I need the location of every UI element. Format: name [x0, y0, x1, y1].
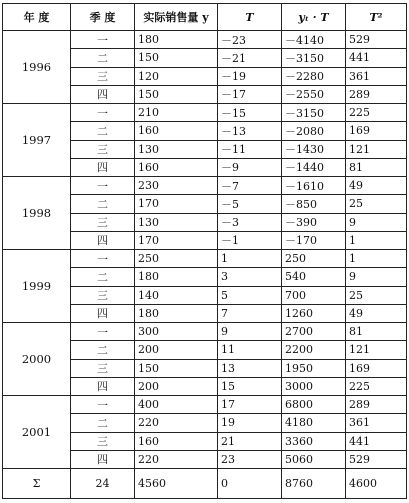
cell-yt: 540: [282, 268, 346, 286]
cell-t: 13: [218, 359, 282, 377]
cell-year: 1999: [3, 250, 71, 323]
sum-t: 0: [218, 469, 282, 499]
cell-sales: 200: [135, 341, 218, 359]
cell-t: －9: [218, 158, 282, 176]
cell-yt: －2080: [282, 122, 346, 140]
header-t: T: [218, 4, 282, 31]
cell-year: 2001: [3, 396, 71, 469]
cell-t: －23: [218, 31, 282, 49]
sales-trend-table: [2, 3, 407, 499]
cell-yt: 6800: [282, 396, 346, 414]
cell-sales: 180: [135, 31, 218, 49]
cell-t: －1: [218, 231, 282, 249]
cell-year: 1996: [3, 31, 71, 104]
cell-quarter: 二: [71, 195, 135, 213]
cell-t: 1: [218, 250, 282, 268]
cell-t: 19: [218, 414, 282, 432]
cell-quarter: 一: [71, 323, 135, 341]
cell-t: 5: [218, 286, 282, 304]
cell-sales: 170: [135, 195, 218, 213]
cell-quarter: 一: [71, 104, 135, 122]
cell-t-squared: 121: [346, 341, 407, 359]
cell-sales: 180: [135, 268, 218, 286]
cell-sales: 220: [135, 450, 218, 468]
cell-sales: 250: [135, 250, 218, 268]
sum-yt: 8760: [282, 469, 346, 499]
cell-sales: 170: [135, 231, 218, 249]
cell-quarter: 四: [71, 377, 135, 395]
cell-quarter: 一: [71, 250, 135, 268]
cell-sales: 300: [135, 323, 218, 341]
cell-t: 17: [218, 396, 282, 414]
cell-yt: －3150: [282, 104, 346, 122]
cell-yt: 3360: [282, 432, 346, 450]
cell-yt: 2200: [282, 341, 346, 359]
table-row: [3, 104, 407, 122]
header-row: [3, 4, 407, 31]
cell-quarter: 四: [71, 158, 135, 176]
cell-sales: 160: [135, 122, 218, 140]
cell-quarter: 二: [71, 122, 135, 140]
cell-sales: 200: [135, 377, 218, 395]
cell-yt: 4180: [282, 414, 346, 432]
cell-quarter: 二: [71, 414, 135, 432]
cell-yt: －2280: [282, 67, 346, 85]
cell-yt: －1440: [282, 158, 346, 176]
cell-t-squared: 289: [346, 85, 407, 103]
cell-t: －17: [218, 85, 282, 103]
cell-t-squared: 441: [346, 432, 407, 450]
cell-t-squared: 169: [346, 122, 407, 140]
cell-quarter: 三: [71, 432, 135, 450]
cell-t: 3: [218, 268, 282, 286]
cell-yt: 250: [282, 250, 346, 268]
cell-yt: －1430: [282, 140, 346, 158]
cell-yt: －1610: [282, 177, 346, 195]
cell-yt: －2550: [282, 85, 346, 103]
cell-yt: 5060: [282, 450, 346, 468]
cell-yt: －850: [282, 195, 346, 213]
sum-t-squared: 4600: [346, 469, 407, 499]
cell-sales: 160: [135, 432, 218, 450]
table-row: [3, 250, 407, 268]
cell-sales: 400: [135, 396, 218, 414]
header-year: 年 度: [3, 4, 71, 31]
cell-sales: 180: [135, 304, 218, 322]
header-t-squared: T²: [346, 4, 407, 31]
cell-sales: 150: [135, 85, 218, 103]
table-row: [3, 323, 407, 341]
cell-t: －5: [218, 195, 282, 213]
cell-t: －3: [218, 213, 282, 231]
table-row: [3, 31, 407, 49]
cell-t-squared: 25: [346, 286, 407, 304]
cell-t: －15: [218, 104, 282, 122]
table-row: [3, 396, 407, 414]
cell-sales: 160: [135, 158, 218, 176]
cell-t-squared: 49: [346, 304, 407, 322]
cell-quarter: 二: [71, 268, 135, 286]
cell-sales: 150: [135, 359, 218, 377]
cell-t: 11: [218, 341, 282, 359]
sum-quarter: 24: [71, 469, 135, 499]
cell-quarter: 一: [71, 177, 135, 195]
cell-sales: 210: [135, 104, 218, 122]
cell-t-squared: 1: [346, 231, 407, 249]
cell-t: 21: [218, 432, 282, 450]
cell-quarter: 二: [71, 49, 135, 67]
table-row: [3, 177, 407, 195]
cell-sales: 130: [135, 213, 218, 231]
sum-row: [3, 469, 407, 499]
cell-t-squared: 289: [346, 396, 407, 414]
cell-yt: －4140: [282, 31, 346, 49]
cell-year: 1997: [3, 104, 71, 177]
cell-quarter: 四: [71, 450, 135, 468]
cell-t-squared: 121: [346, 140, 407, 158]
cell-quarter: 三: [71, 213, 135, 231]
cell-sales: 220: [135, 414, 218, 432]
cell-yt: 1260: [282, 304, 346, 322]
cell-quarter: 三: [71, 359, 135, 377]
cell-t-squared: 441: [346, 49, 407, 67]
cell-year: 1998: [3, 177, 71, 250]
cell-quarter: 四: [71, 304, 135, 322]
header-sales: 实际销售量 y: [135, 4, 218, 31]
cell-yt: 1950: [282, 359, 346, 377]
table-body: [3, 31, 407, 499]
cell-yt: －170: [282, 231, 346, 249]
cell-yt: 2700: [282, 323, 346, 341]
cell-t-squared: 81: [346, 323, 407, 341]
cell-t: 15: [218, 377, 282, 395]
cell-sales: 150: [135, 49, 218, 67]
cell-t-squared: 225: [346, 377, 407, 395]
cell-sales: 120: [135, 67, 218, 85]
cell-t: 7: [218, 304, 282, 322]
sum-sales: 4560: [135, 469, 218, 499]
cell-t-squared: 25: [346, 195, 407, 213]
cell-t: －19: [218, 67, 282, 85]
cell-quarter: 二: [71, 341, 135, 359]
cell-quarter: 一: [71, 31, 135, 49]
cell-quarter: 三: [71, 286, 135, 304]
cell-quarter: 三: [71, 140, 135, 158]
cell-t: 9: [218, 323, 282, 341]
cell-sales: 140: [135, 286, 218, 304]
cell-yt: －390: [282, 213, 346, 231]
cell-quarter: 四: [71, 231, 135, 249]
cell-year: 2000: [3, 323, 71, 396]
header-yt: yₜ · T: [282, 4, 346, 31]
cell-t-squared: 1: [346, 250, 407, 268]
cell-t-squared: 225: [346, 104, 407, 122]
cell-t-squared: 529: [346, 31, 407, 49]
cell-t: －11: [218, 140, 282, 158]
cell-t-squared: 529: [346, 450, 407, 468]
sum-label: Σ: [3, 469, 71, 499]
cell-yt: 3000: [282, 377, 346, 395]
cell-t-squared: 9: [346, 268, 407, 286]
cell-quarter: 三: [71, 67, 135, 85]
cell-t-squared: 169: [346, 359, 407, 377]
cell-yt: 700: [282, 286, 346, 304]
cell-yt: －3150: [282, 49, 346, 67]
header-quarter: 季 度: [71, 4, 135, 31]
cell-t: －7: [218, 177, 282, 195]
cell-quarter: 四: [71, 85, 135, 103]
cell-t-squared: 81: [346, 158, 407, 176]
cell-quarter: 一: [71, 396, 135, 414]
cell-t: 23: [218, 450, 282, 468]
cell-t-squared: 361: [346, 67, 407, 85]
cell-t-squared: 49: [346, 177, 407, 195]
cell-sales: 130: [135, 140, 218, 158]
cell-t: －21: [218, 49, 282, 67]
cell-t: －13: [218, 122, 282, 140]
cell-sales: 230: [135, 177, 218, 195]
cell-t-squared: 9: [346, 213, 407, 231]
cell-t-squared: 361: [346, 414, 407, 432]
